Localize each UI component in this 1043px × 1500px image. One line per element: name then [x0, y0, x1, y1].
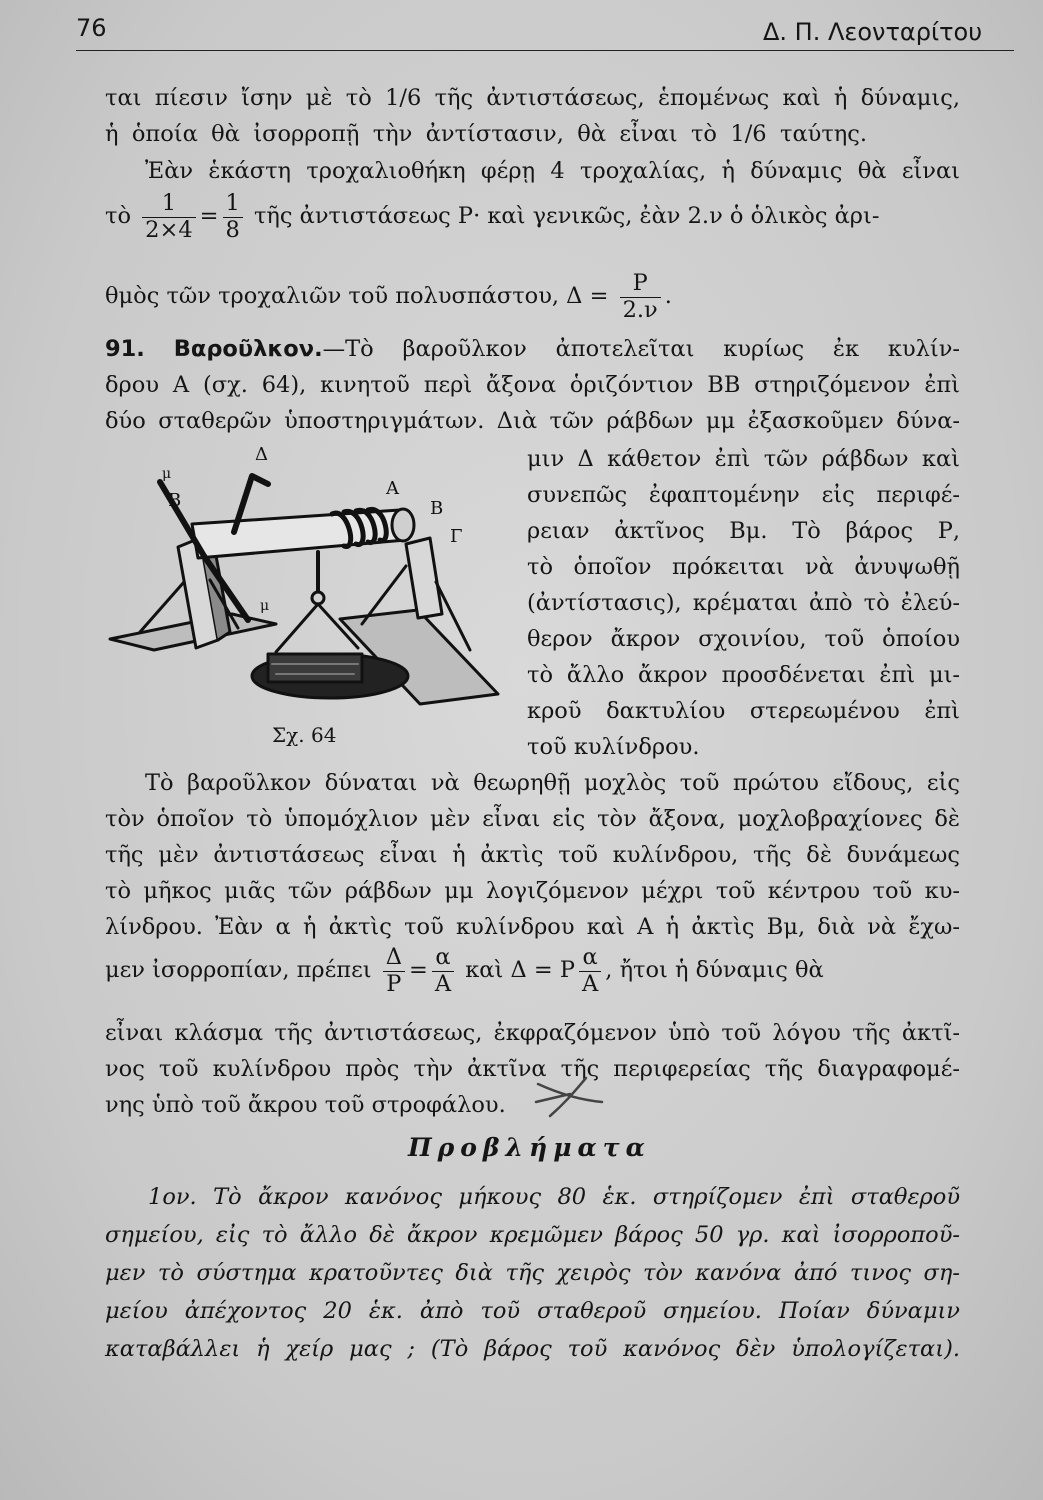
text-line: δύο σταθερῶν ὑποστηριγμάτων. Διὰ τῶν ράβδων μμ ἐξασκοῦμεν δύνα- [105, 408, 960, 434]
fraction-numerator: Δ [383, 946, 405, 972]
formula-text: τῆς ἀντιστάσεως Ρ· καὶ γενικῶς, ἐὰν 2.ν ὁ ὁλικὸς ἀρι- [253, 203, 880, 230]
text-line: τὸν ὁποῖον τὸ ὑπομόχλιον μὲν εἶναι εἰς τὸν ἄξονα, μοχλοβραχίονες δὲ [105, 806, 960, 832]
header-rule [76, 50, 1014, 51]
text-line: λίνδρου. Ἐὰν α ἡ ἀκτὶς τοῦ κυλίνδρου καὶ Α ἡ ἀκτὶς Βμ, διὰ νὰ ἔχω- [105, 914, 960, 940]
text-line: μιν Δ κάθετον ἐπὶ τῶν ράβδων καὶ [527, 446, 960, 472]
fraction-denominator: 2×4 [145, 216, 193, 243]
text-line: ται πίεσιν ἴσην μὲ τὸ 1/6 τῆς ἀντιστάσεως, ἑπομένως καὶ ἡ δύναμις, [105, 85, 960, 111]
text-line: μείου ἀπέχοντος 20 ἑκ. ἀπὸ τοῦ σταθεροῦ σημείου. Ποίαν δύναμιν [105, 1298, 960, 1324]
fraction [223, 192, 243, 242]
problems-heading: Προβλήματα [408, 1133, 651, 1162]
text-line: Τὸ βαροῦλκον δύναται νὰ θεωρηθῇ μοχλὸς τοῦ πρώτου εἴδους, εἰς [145, 770, 960, 796]
fraction [432, 946, 454, 996]
text-line: νος τοῦ κυλίνδρου πρὸς τὴν ἀκτῖνα τῆς περιφερείας τῆς διαγραφομέ- [105, 1056, 960, 1082]
label-gamma: Γ [450, 526, 463, 547]
fraction-denominator: Α [582, 970, 599, 997]
fraction-numerator: Ρ [620, 272, 661, 298]
text-line: νης ὑπὸ τοῦ ἄκρου τοῦ στροφάλου. [105, 1092, 506, 1118]
windlass-figure [100, 442, 520, 724]
figure-caption: Σχ. 64 [272, 723, 337, 747]
text-line: Ἐὰν ἑκάστη τροχαλιοθήκη φέρῃ 4 τροχαλίας, ἡ δύναμις θὰ εἶναι [145, 158, 960, 184]
label-a: Α [386, 478, 399, 499]
hook [312, 592, 324, 604]
equals-sign: = [408, 957, 428, 984]
fraction-numerator: α [432, 946, 454, 972]
text-line: τοῦ κυλίνδρου. [527, 734, 700, 760]
weight-chains [276, 604, 358, 652]
text-line: εἶναι κλάσμα τῆς ἀντιστάσεως, ἐκφραζόμενον ὑπὸ τοῦ λόγου τῆς ἀκτῖ- [105, 1020, 960, 1046]
text-line: (ἀντίστασις), κρέμαται ἀπὸ τὸ ἐλεύ- [527, 590, 960, 616]
page-number: 76 [76, 14, 107, 42]
formula-text: . [664, 283, 672, 310]
fraction [620, 272, 661, 322]
text-line: μεν τὸ σύστημα κρατοῦντες διὰ τῆς χειρὸς τὸν κανόνα ἀπό τινος ση- [105, 1260, 960, 1286]
formula-line [105, 192, 960, 242]
text-line: τὸ ὁποῖον πρόκειται νὰ ἀνυψωθῇ [527, 554, 960, 580]
text-line: κροῦ δακτυλίου στερεωμένου ἐπὶ [527, 698, 960, 724]
weight-block [268, 654, 362, 682]
running-head: Δ. Π. Λεονταρίτου [763, 18, 983, 46]
text-line: τὸ ἄλλο ἄκρον προσδένεται ἐπὶ μι- [527, 662, 960, 688]
equals-sign: = [199, 203, 219, 230]
text-line: ρειαν ἀκτῖνος Βμ. Τὸ βάρος Ρ, [527, 518, 960, 544]
formula-text: θμὸς τῶν τροχαλιῶν τοῦ πολυσπάστου, Δ = [105, 283, 609, 310]
section-title: Βαροῦλκον. [173, 336, 323, 362]
text-line: 1ον. Τὸ ἄκρον κανόνος μήκους 80 ἑκ. στηρίζομεν ἐπὶ σταθεροῦ [148, 1184, 960, 1210]
fraction-denominator: 8 [225, 216, 240, 243]
formula-line [105, 946, 960, 996]
fraction-numerator: α [579, 946, 601, 972]
text-line: τῆς μὲν ἀντιστάσεως εἶναι ἡ ἀκτὶς τοῦ κυλίνδρου, τῆς δὲ δυνάμεως [105, 842, 960, 868]
label-mu: μ [260, 598, 270, 614]
fraction [142, 192, 195, 242]
fraction-denominator: Ρ [386, 970, 402, 997]
cylinder-end [392, 509, 414, 541]
formula-text: μεν ἰσορροπίαν, πρέπει [105, 957, 372, 984]
formula-line [105, 272, 960, 322]
formula-text: καὶ Δ = Ρ [465, 957, 576, 984]
right-support-post [406, 538, 442, 618]
pencil-mark [530, 1072, 606, 1126]
label-mu: μ [162, 466, 172, 482]
text-line: ἡ ὁποία θὰ ἰσορροπῇ τὴν ἀντίστασιν, θὰ εἶναι τὸ 1/6 ταύτης. [105, 121, 867, 147]
fraction [579, 946, 601, 996]
text-line: δρου Α (σχ. 64), κινητοῦ περὶ ἄξονα ὁριζόντιον ΒΒ στηριζόμενον ἐπὶ [105, 372, 960, 398]
text-line: θερον ἄκρον σχοινίου, τοῦ ὁποίου [527, 626, 960, 652]
fraction-denominator: Α [434, 970, 452, 997]
formula-text: τὸ [105, 203, 131, 230]
label-b: Β [168, 490, 182, 511]
label-delta: Δ [255, 444, 268, 465]
text-line: τὸ μῆκος μιᾶς τῶν ράβδων μμ λογιζόμενον μέχρι τοῦ κέντρου τοῦ κυ- [105, 878, 960, 904]
label-b: Β [430, 498, 444, 519]
fraction-numerator: 1 [142, 192, 195, 218]
fraction-numerator: 1 [223, 192, 243, 218]
fraction [383, 946, 405, 996]
text-line: συνεπῶς ἐφαπτομένην εἰς περιφέ- [527, 482, 960, 508]
fraction-denominator: 2.ν [622, 296, 658, 323]
text-line: καταβάλλει ἡ χείρ μας ; (Τὸ βάρος τοῦ κανόνος δὲν ὑπολογίζεται). [105, 1336, 960, 1362]
text-line: —Τὸ βαροῦλκον ἀποτελεῖται κυρίως ἐκ κυλίν- [322, 336, 960, 362]
text-line: σημείου, εἰς τὸ ἄλλο δὲ ἄκρον κρεμῶμεν βάρος 50 γρ. καὶ ἰσορροποῦ- [105, 1222, 960, 1248]
section-line [105, 338, 960, 361]
formula-text: , ἤτοι ἡ δύναμις θὰ [605, 957, 824, 984]
section-number: 91. [105, 336, 145, 362]
